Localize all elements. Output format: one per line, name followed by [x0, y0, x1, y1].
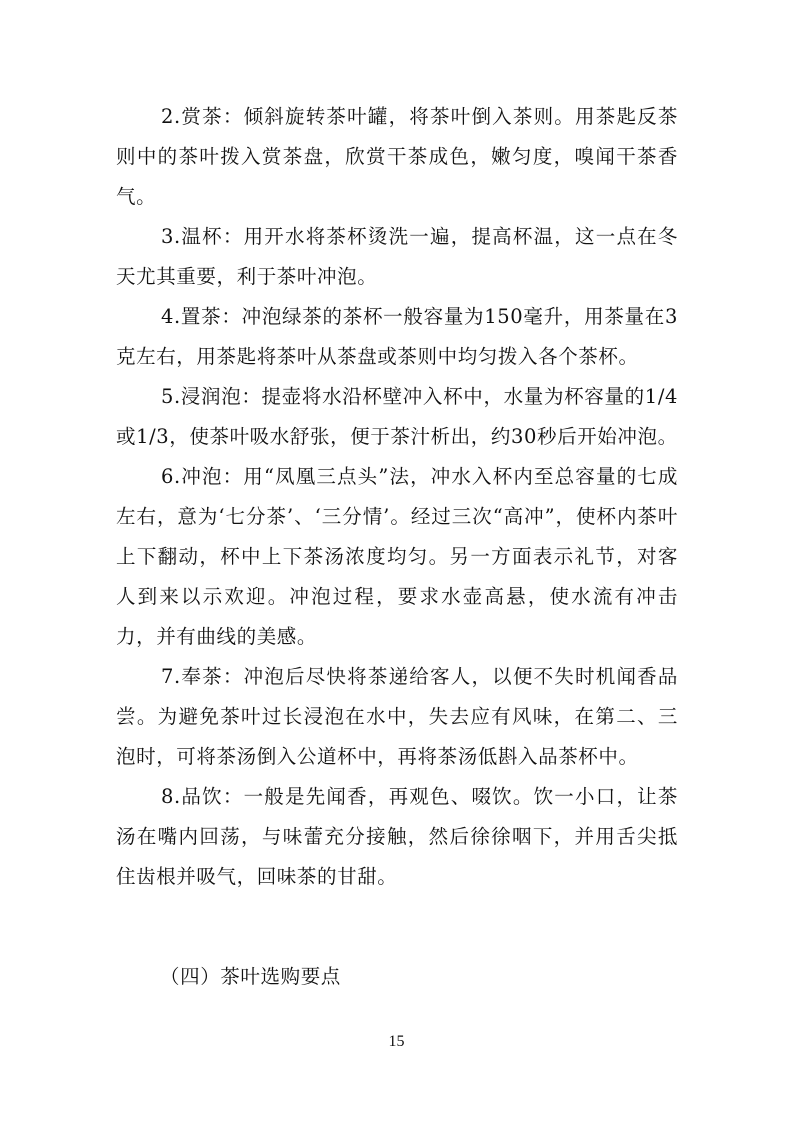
body-text: [116, 97, 678, 897]
paragraph-soak: 5.浸润泡：提壶将水沿杯壁冲入杯中，水量为杯容量的1/4或1/3，使茶叶吸水舒张，便于茶汁析出，约30秒后开始冲泡。: [116, 385, 678, 448]
paragraph-brew: 6.冲泡：用“凤凰三点头”法，冲水入杯内至总容量的七成左右，意为‘七分茶’、‘三分情’。经过三次“高冲”，使杯内茶叶上下翻动，杯中上下茶汤浓度均匀。另一方面表示礼节，对客人到来以示欢迎。冲泡过程，要求水壶高悬，使水流有冲击力，并有曲线的美感。: [116, 465, 678, 648]
paragraph-warm-cup: 3.温杯：用开水将茶杯烫洗一遍，提高杯温，这一点在冬天尤其重要，利于茶叶冲泡。: [116, 225, 678, 288]
page-number: 15: [388, 1033, 405, 1050]
paragraph-taste: 8.品饮：一般是先闻香，再观色、啜饮。饮一小口，让茶汤在嘴内回荡，与味蕾充分接触，然后徐徐咽下，并用舌尖抵住齿根并吸气，回味茶的甘甜。: [116, 785, 678, 888]
paragraph-place-tea: 4.置茶：冲泡绿茶的茶杯一般容量为150毫升，用茶量在3克左右，用茶匙将茶叶从茶盘或茶则中均匀拨入各个茶杯。: [116, 305, 678, 368]
paragraph-serve-tea: 7.奉茶：冲泡后尽快将茶递给客人，以便不失时机闻香品尝。为避免茶叶过长浸泡在水中，失去应有风味，在第二、三泡时，可将茶汤倒入公道杯中，再将茶汤低斟入品茶杯中。: [116, 665, 678, 768]
paragraph-appreciate-tea: 2.赏茶：倾斜旋转茶叶罐，将茶叶倒入茶则。用茶匙反茶则中的茶叶拨入赏茶盘，欣赏干茶成色，嫩匀度，嗅闻干茶香气。: [116, 105, 678, 208]
section-heading: （四）茶叶选购要点: [160, 965, 341, 988]
